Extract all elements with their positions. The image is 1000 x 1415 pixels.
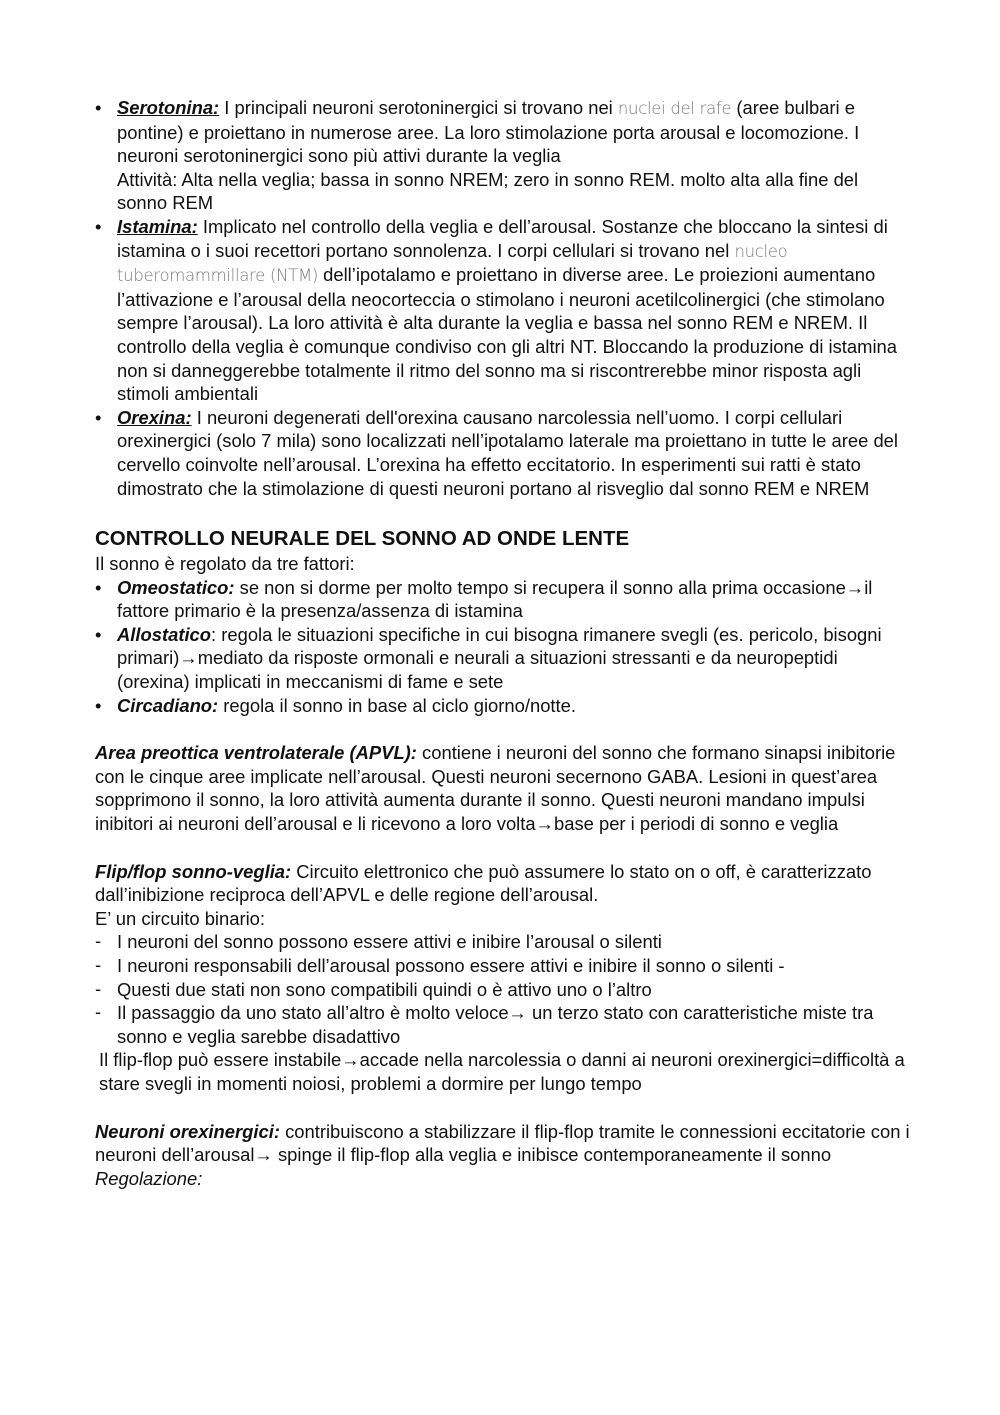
section-intro: Il sonno è regolato da tre fattori: [95, 553, 355, 575]
term-serotonina: Serotonina: [117, 97, 220, 118]
flipflop-item-2: - I neuroni responsabili dell’arousal possono essere attivi e inibire il sonno o silenti - [95, 954, 910, 978]
serotonina-text-1: I principali neuroni serotoninergici si trovano nei [219, 97, 618, 118]
document-page [95, 96, 910, 1190]
ref-nucleo-tuberomammillare: nucleo tuberomammillare (NTM) [117, 241, 788, 286]
circadiano-text: regola il sonno in base al ciclo giorno/notte. [218, 694, 576, 716]
list-item-allostatico [95, 623, 910, 694]
serotonina-text-2: (aree bulbari e pontine) e proiettano in numerose aree. La loro stimolazione porta arousal e locomozione. I neuroni serotoninergici sono più attivi durante la veglia [117, 97, 860, 167]
list-item-circadiano [95, 694, 910, 718]
list-item-serotonina [95, 96, 910, 215]
spacer [95, 836, 910, 860]
term-omeostatico: Omeostatico: [117, 576, 235, 598]
omeostatico-text: se non si dorme per molto tempo si recupera il sonno alla prima occasione→il fattore primario è la presenza/assenza di istamina [117, 576, 873, 622]
paragraph-apvl [95, 741, 910, 835]
section-heading: CONTROLLO NEURALE DEL SONNO AD ONDE LENTE [95, 527, 630, 551]
flipflop-item-4: - Il passaggio da uno stato all’altro è molto veloce→ un terzo stato con caratteristiche miste tra sonno e veglia sarebbe disadattivo [95, 1001, 910, 1048]
flipflop-intro: E’ un circuito binario: [95, 907, 266, 929]
term-orexinergici: Neuroni orexinergici: [95, 1120, 280, 1142]
list-item-istamina [95, 215, 910, 406]
list-item-omeostatico [95, 576, 910, 623]
factor-list [95, 576, 910, 718]
istamina-text-1: Implicato nel controllo della veglia e dell’arousal. Sostanze che bloccano la sintesi di istamina o i suoi recettori portano sonnolenza. I corpi cellulari si trovano nel [117, 215, 888, 261]
flipflop-list [95, 930, 910, 1048]
istamina-text-2: dell’ipotalamo e proiettano in diverse aree. Le proiezioni aumentano l’attivazione e l’arousal della neocorteccia o stimolano i neuroni acetilcolinergici (che stimolano sempre l’arousal). La loro attività è alta durante la veglia e bassa nel sonno REM e NREM. Il controllo della veglia è comunque condiviso con gli altri NT. Bloccando la produzione di istamina non si danneggerebbe totalmente il ritmo del sonno ma si riscontrerebbe minor risposta agli stimoli ambientali [117, 264, 897, 405]
paragraph-flipflop [95, 860, 910, 907]
list-item-orexina [95, 406, 910, 500]
flipflop-item-1: - I neuroni del sonno possono essere attivi e inibire l’arousal o silenti [95, 930, 910, 954]
allostatico-text: : regola le situazioni specifiche in cui bisogna rimanere svegli (es. pericolo, bisogni primari)→mediato da risposte ormonali e neurali a situazioni stressanti e da neuropeptidi (orexina) implicati in meccanismi di fame e sete [117, 623, 882, 693]
ref-nuclei-rafe: nuclei del rafe [617, 99, 732, 118]
spacer [95, 1096, 910, 1120]
spacer [95, 717, 910, 741]
serotonina-text-3: Attività: Alta nella veglia; bassa in sonno NREM; zero in sonno REM. molto alta alla fine del sonno REM [117, 168, 859, 214]
term-orexina: Orexina: [117, 406, 192, 428]
term-apvl: Area preottica ventrolaterale (APVL): [95, 742, 417, 764]
apvl-text: contiene i neuroni del sonno che formano sinapsi inibitorie con le cinque aree implicate nell’arousal. Questi neuroni secernono GABA. Lesioni in quest’area sopprimono il sonno, la loro attività aumenta durante il sonno. Questi neuroni mandano impulsi inibitori ai neuroni dell’arousal e li ricevono a loro volta→base per i periodi di sonno e veglia [95, 742, 896, 835]
term-circadiano: Circadiano: [117, 694, 219, 716]
spacer [95, 500, 910, 526]
term-flipflop: Flip/flop sonno-veglia: [95, 860, 292, 882]
term-istamina: Istamina: [117, 215, 198, 237]
orexinergici-text: contribuiscono a stabilizzare il flip-flop tramite le connessioni eccitatorie con i neuroni dell’arousal→ spinge il flip-flop alla veglia e inibisce contemporaneamente il sonno [95, 1120, 910, 1166]
neurotransmitter-list [95, 96, 910, 500]
orexina-text-1: I neuroni degenerati dell'orexina causano narcolessia nell’uomo. I corpi cellulari orexinergici (solo 7 mila) sono localizzati nell’ipotalamo laterale ma proiettano in tutte le aree del cervello coinvolte nell’arousal. L’orexina ha effetto eccitatorio. In esperimenti sui ratti è stato dimostrato che la stimolazione di questi neuroni portano al risveglio dal sonno REM e NREM [117, 406, 898, 499]
term-allostatico: Allostatico [117, 623, 212, 645]
regolazione-label: Regolazione: [95, 1167, 203, 1189]
flipflop-text: Circuito elettronico che può assumere lo stato on o off, è caratterizzato dall’inibizione reciproca dell’APVL e delle regione dell’arousal. [95, 860, 872, 906]
flipflop-item-3: - Questi due stati non sono compatibili quindi o è attivo uno o l’altro [95, 978, 910, 1002]
flipflop-after: Il flip-flop può essere instabile→accade nella narcolessia o danni ai neuroni orexinergici=difficoltà a stare svegli in momenti noiosi, problemi a dormire per lungo tempo [99, 1049, 905, 1094]
paragraph-orexinergici [95, 1120, 910, 1167]
